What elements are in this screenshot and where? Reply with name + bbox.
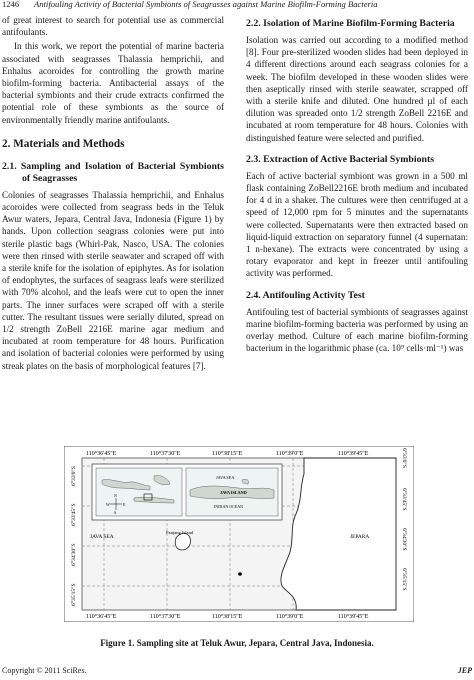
paragraph: Each of active bacterial symbiont was grown in a 500 ml flask containing ZoBell2216E broth medium and incubated for 4 d in a shaker. The cultures were then centrifuged at a speed of 12,000 rpm for 5 minutes and the supernatants were collected. Supernatants were then extracted based on liquid-liquid extraction on separatory funnel (4 supernatan: 1 n-hexane). The extracts were concentrated by using a rotary evaporator and kept in freezer until antifouling activity was performed. (246, 170, 468, 279)
tick-label: 6°33'45"S (401, 488, 407, 511)
tick-label: 110°39'0"E (276, 451, 304, 457)
map-svg (64, 446, 414, 622)
panjang-island-label: Panjang Island (166, 530, 194, 535)
panjang-island-shape (175, 534, 190, 551)
paragraph: Isolation was carried out according to a modified method [8]. Four pre-sterilized wooden slides had been deployed in 4 different directions around each seagrass colonies for a week. The biofilm developed in these wooden slides were then aseptically rinsed with sterile seawater, scrapped off with a sterile knife and diluted. One hundred µl of each dilution was spreaded onto 1/2 strength ZoBell 2216E and incubated at room temperature for 48 hours. Colonies with distinguished feature were selected and purified. (246, 35, 468, 143)
right-column (246, 14, 468, 354)
tick-label: 110°37'30"E (150, 614, 181, 620)
section-heading: 2. Materials and Methods (2, 137, 125, 150)
figure-1-map (64, 446, 414, 622)
paragraph: Colonies of seagrasses Thalassia hemprichii, and Enhalus acoroides were collected from seagrass beds in the Teluk Awur waters, Jepara, Central Java, Indonesia (Figure 1) by hands. Upon collection seagrass colonies were put into sterile plastic bags (Whirl-Pak, Nasco, USA. The colonies were then rinsed with sterile seawater and scraped off with a sterile knife for the isolation of epiphytes. As for isolation of endophytes, the surfaces of seagrass leafs were sterilized with 70% alcohol, and the leafs were cut to open the inner parts. The inner surfaces were scraped off with a sterile cutter. The resultant tissues were serially diluted, spread on 1/2 strength ZoBell 2216E marine agar medium and incubated at room temperature for 48 hours. Purification and isolation of bacterial colonies were performed by using streak plates on the basis of morphological features [7]. (2, 189, 224, 371)
java-sea-label: JAVA SEA (90, 534, 114, 540)
tick-label: 6°35'15"S (401, 568, 407, 591)
inset-java-island-label: JAVA ISLAND (220, 490, 247, 495)
compass-e: E (123, 502, 126, 507)
tick-label: 110°36'45"E (86, 614, 117, 620)
left-column (2, 14, 224, 372)
journal-abbrev: JEP (457, 666, 472, 675)
tick-label: 6°33'45"S (71, 503, 77, 526)
subsection-heading: 2.4. Antifouling Activity Test (246, 289, 365, 301)
copyright: Copyright © 2011 SciRes. (2, 666, 87, 675)
tick-label: 110°37'30"E (150, 451, 181, 457)
subsection-heading: 2.2. Isolation of Marine Biofilm-Forming Bacteria (246, 18, 455, 29)
paragraph: Antifouling test of bacterial symbionts of seagrasses against marine biofilm-forming bacteria was performed by using an overlay method. Culture of each marine biofilm-forming bacterium in the logarithmic phase (ca. 10⁹ cells·ml⁻¹) was (246, 306, 468, 354)
inset-java-sea-label: JAVA SEA (216, 475, 235, 480)
tick-label: 6°35'15"S (71, 583, 77, 606)
subsection-heading: 2.3. Extraction of Active Bacterial Symbionts (246, 153, 435, 165)
compass-n: N (114, 493, 117, 498)
subsection-heading: 2.1. Sampling and Isolation of Bacterial Symbionts of Seagrasses (2, 160, 224, 184)
inset-indian-ocean-label: INDIAN OCEAN (214, 504, 243, 509)
compass-w: W (106, 502, 110, 507)
tick-label: 110°39'45"E (338, 451, 369, 457)
tick-label: 110°36'45"E (86, 451, 117, 457)
tick-label: 6°33'0"S (401, 448, 407, 468)
tick-label: 110°39'45"E (338, 614, 369, 620)
tick-label: 110°38'15"E (212, 451, 243, 457)
paragraph: In this work, we report the potential of marine bacteria associated with seagrasses Thalassia hemprichii, and Enhalus acoroides for controlling the growth marine biofilm-forming bacteria. Antibacterial assays of the bacterial symbionts and their crude extracts confirmed the potential role of these symbionts as the source of environmentally friendly marine antifoulants. (2, 41, 224, 125)
tick-label: 110°39'0"E (276, 614, 304, 620)
figure-caption: Figure 1. Sampling site at Teluk Awur, Jepara, Central Java, Indonesia. (100, 638, 374, 648)
tick-label: 6°33'0"S (71, 466, 77, 486)
sampling-site-marker (238, 572, 242, 576)
running-title: Antifouling Activity of Bacterial Symbionts of Seagrasses against Marine Biofilm-Forming Bacteria (34, 0, 378, 9)
page-number: 1246 (2, 0, 20, 9)
running-header (0, 0, 474, 12)
jepara-label: JEPARA (350, 534, 370, 540)
tick-label: 110°38'15"E (212, 614, 243, 620)
inset-map (92, 464, 282, 520)
tick-label: 6°34'30"S (71, 543, 77, 566)
compass-s: S (114, 510, 117, 515)
tick-label: 6°34'30"S (401, 528, 407, 551)
paragraph: of great interest to search for potential use as commercial antifoulants. (2, 15, 224, 38)
